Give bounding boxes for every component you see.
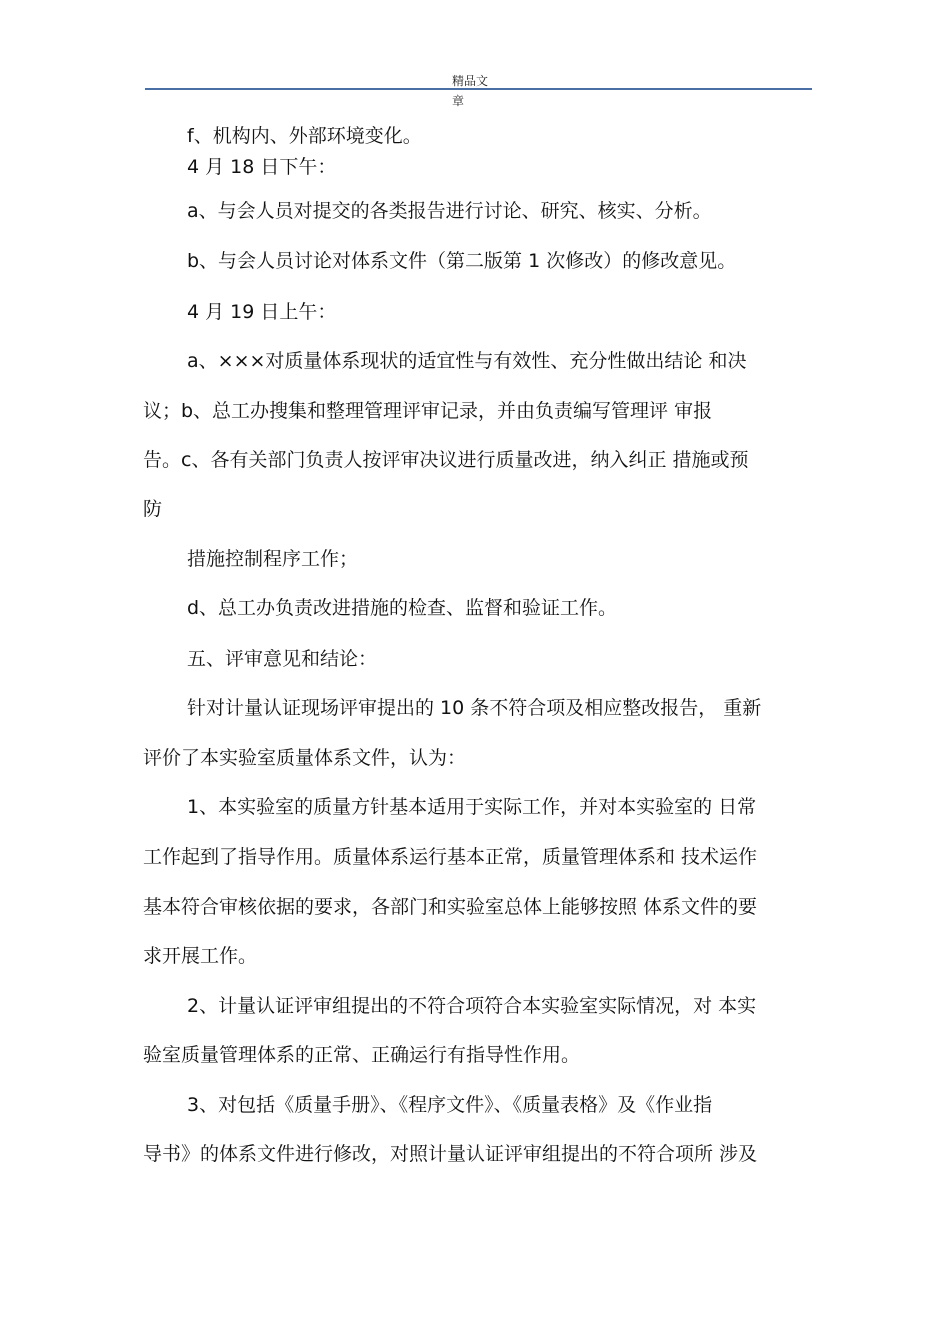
text-line: 措施控制程序工作； xyxy=(187,548,359,570)
text-line: 4 月 18 日下午： xyxy=(187,156,337,178)
text-line: b、与会人员讨论对体系文件（第二版第 1 次修改）的修改意见。 xyxy=(187,250,737,272)
text-line: d、总工办负责改进措施的检查、监督和验证工作。 xyxy=(187,597,618,619)
text-line: 针对计量认证现场评审提出的 10 条不符合项及相应整改报告， 重新 xyxy=(187,697,762,719)
text-line: 导书》的体系文件进行修改，对照计量认证评审组提出的不符合项所 涉及 xyxy=(143,1143,758,1165)
text-line: a、与会人员对提交的各类报告进行讨论、研究、核实、分析。 xyxy=(187,200,712,222)
text-line: 防 xyxy=(143,498,163,520)
text-line: 告。c、各有关部门负责人按评审决议进行质量改进，纳入纠正 措施或预 xyxy=(143,449,749,471)
text-line: 1、本实验室的质量方针基本适用于实际工作，并对本实验室的 日常 xyxy=(187,796,757,818)
text-line: 3、对包括《质量手册》、《程序文件》、《质量表格》及《作业指 xyxy=(187,1094,713,1116)
text-line: 2、计量认证评审组提出的不符合项符合本实验室实际情况，对 本实 xyxy=(187,995,757,1017)
text-line: 评价了本实验室质量体系文件，认为： xyxy=(143,747,467,769)
text-line: 求开展工作。 xyxy=(143,945,258,967)
text-line: 基本符合审核依据的要求，各部门和实验室总体上能够按照 体系文件的要 xyxy=(143,896,758,918)
text-line: 五、评审意见和结论： xyxy=(187,648,378,670)
text-line: 工作起到了指导作用。质量体系运行基本正常，质量管理体系和 技术运作 xyxy=(143,846,758,868)
text-line: 4 月 19 日上午： xyxy=(187,301,337,323)
text-line: 议；b、总工办搜集和整理管理评审记录，并由负责编写管理评 审报 xyxy=(143,400,713,422)
header-divider xyxy=(145,88,812,90)
header-title-line2: 章 xyxy=(452,94,465,108)
text-line: f、机构内、外部环境变化。 xyxy=(187,125,422,147)
header-title-line1: 精品文 xyxy=(452,74,489,88)
text-line: 验室质量管理体系的正常、正确运行有指导性作用。 xyxy=(143,1044,581,1066)
text-line: a、×××对质量体系现状的适宜性与有效性、充分性做出结论 和决 xyxy=(187,350,747,372)
